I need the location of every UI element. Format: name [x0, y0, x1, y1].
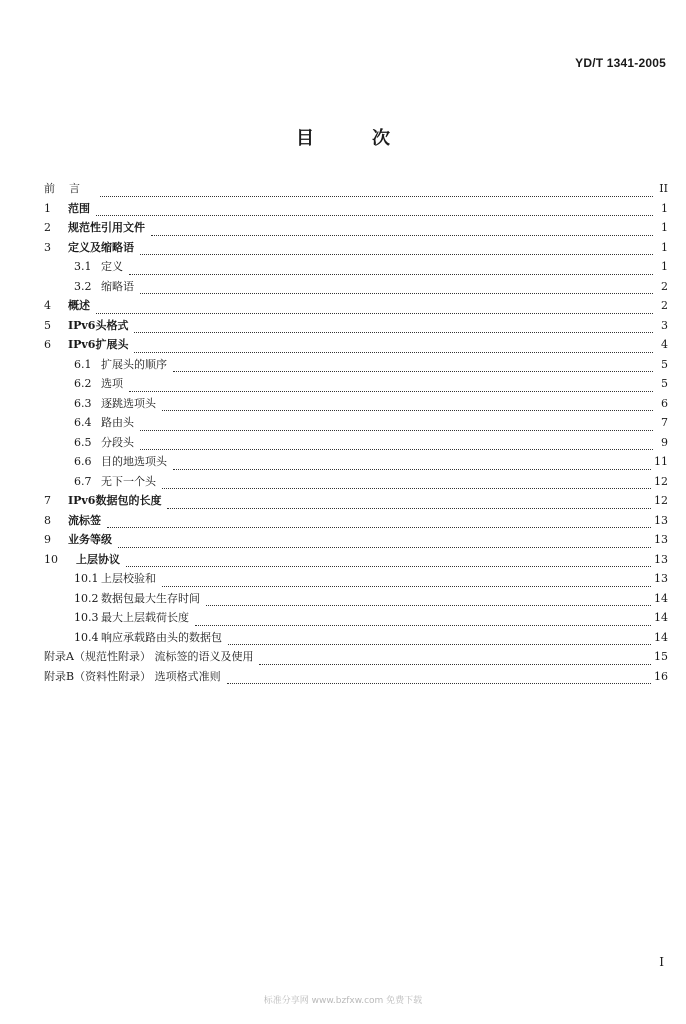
toc-entry-label: IPv6扩展头 [68, 338, 129, 351]
toc-entry-label: 上层校验和 [101, 572, 156, 585]
toc-entry[interactable] [44, 297, 668, 317]
toc-entry-label: 定义 [101, 260, 123, 273]
dot-leader [206, 605, 651, 606]
toc-entry-page: 7 [661, 416, 668, 429]
toc-entry[interactable] [44, 395, 668, 415]
toc-entry-number: 10.3 [74, 611, 99, 624]
toc-entry-number: 10.2 [74, 591, 99, 605]
toc-entry-page: 11 [654, 455, 668, 468]
toc-entry-number: 9 [44, 533, 51, 546]
toc-entry-page: 1 [661, 221, 668, 234]
toc-entry-page: 6 [661, 396, 668, 410]
toc-entry-number: 4 [44, 299, 51, 312]
dot-leader [259, 664, 651, 665]
toc-entry-number: 6 [44, 338, 51, 351]
dot-leader [162, 410, 653, 411]
dot-leader [227, 683, 651, 684]
toc-entry-number: 10.1 [74, 572, 99, 585]
toc-entry-page: 13 [654, 552, 668, 566]
toc-entry[interactable] [44, 473, 668, 493]
toc-entry[interactable] [44, 570, 668, 590]
toc-entry-number: 3.1 [74, 260, 92, 273]
toc-entry-page: 13 [654, 513, 668, 527]
toc-entry-page: 15 [654, 650, 668, 663]
toc-entry-page: 2 [661, 299, 668, 312]
dot-leader [162, 488, 651, 489]
dot-leader [228, 644, 651, 645]
dot-leader [107, 527, 651, 528]
toc-entry-page: 9 [661, 435, 668, 449]
dot-leader [134, 352, 653, 353]
page-number: I [659, 955, 664, 969]
toc-entry-number: 6.6 [74, 455, 92, 468]
toc-entry[interactable] [44, 317, 668, 337]
toc-entry-number: 7 [44, 494, 51, 507]
toc-entry-page: II [659, 182, 668, 195]
toc-entry-page: 5 [661, 357, 668, 371]
dot-leader [167, 508, 651, 509]
toc-entry-label: 响应承载路由头的数据包 [101, 630, 222, 644]
toc-entry-label: 附录B（资料性附录） 选项格式准则 [44, 669, 221, 683]
toc-entry-page: 12 [654, 494, 668, 507]
toc-entry-number: 10 [44, 552, 58, 566]
toc-entry[interactable] [44, 414, 668, 434]
toc-entry-number: 8 [44, 513, 51, 527]
dot-leader [118, 547, 651, 548]
toc-entry-page: 1 [661, 240, 668, 254]
toc-entry[interactable] [44, 219, 668, 239]
toc-entry-label: 无下一个头 [101, 474, 156, 488]
toc-entry-number: 10.4 [74, 630, 99, 644]
toc-entry-label: 上层协议 [76, 552, 120, 566]
toc-entry-page: 1 [661, 260, 668, 273]
toc-entry-page: 3 [661, 318, 668, 332]
toc-entry[interactable] [44, 668, 668, 688]
toc-entry-number: 3 [44, 240, 51, 254]
toc-entry-label: 路由头 [101, 416, 134, 429]
toc-entry[interactable] [44, 278, 668, 298]
dot-leader [129, 391, 653, 392]
table-of-contents [44, 180, 668, 687]
toc-entry-number: 1 [44, 201, 51, 215]
dot-leader [129, 274, 653, 275]
toc-entry-label: 流标签 [68, 513, 101, 527]
toc-entry-label: 目的地选项头 [101, 455, 167, 468]
toc-entry-label: 逐跳选项头 [101, 396, 156, 410]
toc-entry-number: 2 [44, 221, 51, 234]
toc-entry[interactable] [44, 375, 668, 395]
toc-entry[interactable] [44, 609, 668, 629]
toc-entry-label: 数据包最大生存时间 [101, 591, 200, 605]
dot-leader [96, 313, 653, 314]
toc-entry-label: 范围 [68, 201, 90, 215]
toc-entry-number: 5 [44, 318, 51, 332]
toc-entry-number: 6.5 [74, 435, 92, 449]
toc-entry-label: IPv6数据包的长度 [68, 494, 162, 507]
toc-entry-number: 6.1 [74, 357, 92, 371]
toc-entry-label: 概述 [68, 299, 90, 312]
toc-entry-page: 5 [661, 377, 668, 390]
dot-leader [140, 293, 653, 294]
toc-entry[interactable] [44, 356, 668, 376]
toc-entry-number: 3.2 [74, 279, 92, 293]
watermark: 标准分享网 www.bzfxw.com 免费下载 [263, 996, 423, 1006]
toc-entry[interactable] [44, 629, 668, 649]
document-code: YD/T 1341-2005 [575, 56, 666, 70]
toc-entry[interactable] [44, 453, 668, 473]
toc-entry-page: 14 [654, 630, 668, 644]
toc-entry-label: 附录A（规范性附录） 流标签的语义及使用 [44, 650, 254, 663]
toc-entry-label: 定义及缩略语 [68, 240, 134, 254]
toc-entry-page: 4 [661, 338, 668, 351]
toc-entry[interactable] [44, 434, 668, 454]
toc-entry-label: IPv6头格式 [68, 318, 129, 332]
dot-leader [126, 566, 651, 567]
dot-leader [134, 332, 653, 333]
toc-entry[interactable] [44, 200, 668, 220]
toc-entry-label: 业务等级 [68, 533, 112, 546]
dot-leader [195, 625, 651, 626]
dot-leader [151, 235, 653, 236]
toc-entry-page: 13 [654, 572, 668, 585]
dot-leader [173, 469, 651, 470]
dot-leader [140, 254, 653, 255]
toc-entry[interactable] [44, 551, 668, 571]
toc-entry[interactable] [44, 512, 668, 532]
toc-entry-number: 6.3 [74, 396, 92, 410]
toc-entry-page: 13 [654, 533, 668, 546]
toc-entry-label: 最大上层载荷长度 [101, 611, 189, 624]
toc-entry-label: 前言 [44, 182, 94, 195]
dot-leader [140, 430, 653, 431]
toc-entry[interactable] [44, 239, 668, 259]
toc-entry-label: 分段头 [101, 435, 134, 449]
page-title: 目次 [296, 128, 448, 149]
toc-entry-label: 规范性引用文件 [68, 221, 145, 234]
toc-entry[interactable] [44, 590, 668, 610]
dot-leader [173, 371, 653, 372]
toc-entry-number: 6.7 [74, 474, 92, 488]
dot-leader [140, 449, 653, 450]
toc-entry[interactable] [44, 258, 668, 278]
dot-leader [100, 196, 653, 197]
toc-entry-page: 14 [654, 611, 668, 624]
toc-entry-page: 16 [654, 669, 668, 683]
toc-entry[interactable] [44, 648, 668, 668]
toc-entry[interactable] [44, 336, 668, 356]
toc-entry-label: 选项 [101, 377, 123, 390]
toc-entry[interactable] [44, 180, 668, 200]
dot-leader [162, 586, 651, 587]
toc-entry-number: 6.2 [74, 377, 92, 390]
toc-entry-page: 1 [661, 201, 668, 215]
toc-entry-label: 缩略语 [101, 279, 134, 293]
toc-entry[interactable] [44, 492, 668, 512]
toc-entry-number: 6.4 [74, 416, 92, 429]
toc-entry-page: 12 [654, 474, 668, 488]
toc-entry-label: 扩展头的顺序 [101, 357, 167, 371]
toc-entry-page: 14 [654, 591, 668, 605]
toc-entry[interactable] [44, 531, 668, 551]
dot-leader [96, 215, 653, 216]
toc-entry-page: 2 [661, 279, 668, 293]
